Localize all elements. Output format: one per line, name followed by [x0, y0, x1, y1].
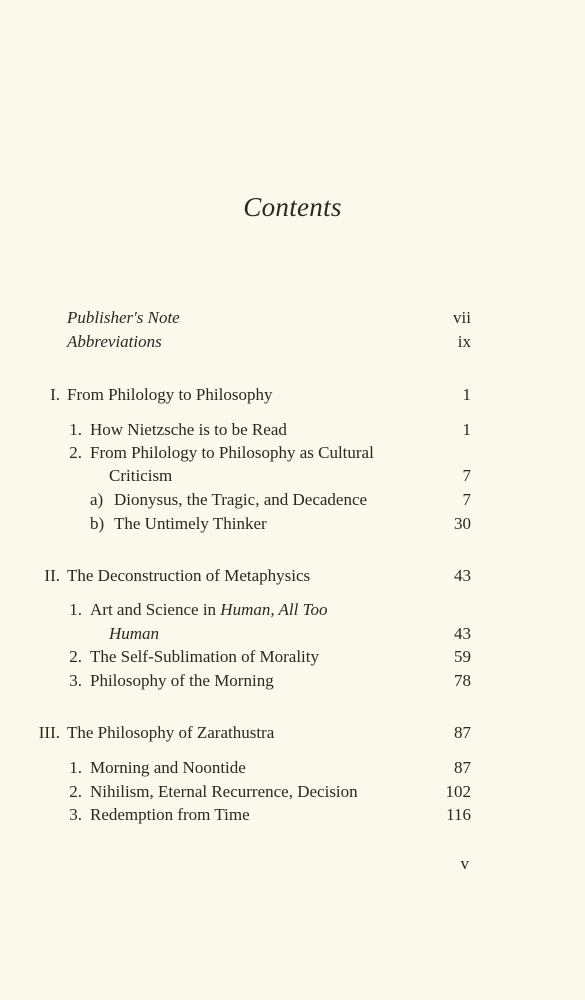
toc-entry-page: vii: [453, 308, 471, 327]
toc-entry-label: Abbreviations: [67, 332, 162, 351]
chapter-title: From Philology to Philosophy: [67, 385, 273, 404]
toc-section: [0, 645, 585, 669]
section-number: 2.: [69, 782, 82, 801]
toc-section-continued: [0, 622, 585, 646]
chapter-numeral: I.: [50, 385, 60, 404]
section-page: 43: [454, 624, 471, 643]
toc-entry-publishers-note: [0, 306, 585, 330]
toc-section-continued: [0, 464, 585, 488]
section-title: From Philology to Philosophy as Cultural: [90, 443, 374, 462]
section-number: 2.: [69, 443, 82, 462]
section-title: Criticism: [109, 466, 173, 485]
section-title-italic: Human, All Too: [220, 600, 328, 619]
toc-section: [0, 441, 585, 465]
toc-subsection: [0, 512, 585, 536]
section-number: 2.: [69, 647, 82, 666]
page-title: Contents: [243, 192, 342, 222]
subsection-letter: b): [90, 514, 105, 533]
toc-section: [0, 780, 585, 804]
toc-section: [0, 598, 585, 622]
toc-chapter-3: [0, 721, 585, 745]
section-number: 3.: [69, 805, 82, 824]
section-title: The Self-Sublimation of Morality: [90, 647, 319, 666]
subsection-page: 30: [454, 514, 471, 533]
section-title: [90, 598, 328, 622]
section-title-prefix: Art and Science in: [90, 600, 221, 619]
toc-entry-abbreviations: [0, 330, 585, 354]
section-page: 1: [462, 420, 471, 439]
toc-chapter-2: [0, 564, 585, 588]
toc-section: [0, 669, 585, 693]
section-title: How Nietzsche is to be Read: [90, 420, 287, 439]
toc-chapter-1: [0, 383, 585, 407]
subsection-title: The Untimely Thinker: [114, 514, 267, 533]
section-page: 116: [446, 805, 471, 824]
section-number: 1.: [69, 420, 82, 439]
section-page: 87: [454, 758, 471, 777]
toc-entry-label: Publisher's Note: [67, 308, 180, 327]
section-number: 1.: [69, 758, 82, 777]
toc-section: [0, 756, 585, 780]
chapter-title: The Deconstruction of Metaphysics: [67, 566, 311, 585]
section-page: 59: [454, 647, 471, 666]
section-title: Philosophy of the Morning: [90, 671, 274, 690]
chapter-page: 43: [454, 566, 471, 585]
toc-section: [0, 418, 585, 442]
chapter-page: 1: [462, 385, 471, 404]
section-title: Redemption from Time: [90, 805, 250, 824]
section-title: Nihilism, Eternal Recurrence, Decision: [90, 782, 358, 801]
chapter-title: The Philosophy of Zarathustra: [67, 723, 275, 742]
section-page: 78: [454, 671, 471, 690]
page-folio: v: [460, 854, 469, 873]
subsection-page: 7: [462, 490, 471, 509]
toc-entry-page: ix: [457, 332, 471, 351]
section-title-italic: Human: [109, 624, 160, 643]
toc-section: [0, 803, 585, 827]
subsection-letter: a): [90, 490, 104, 509]
chapter-page: 87: [454, 723, 471, 742]
section-number: 1.: [69, 600, 82, 619]
section-page: 7: [462, 466, 471, 485]
section-number: 3.: [69, 671, 82, 690]
chapter-numeral: II.: [44, 566, 60, 585]
section-page: 102: [445, 782, 471, 801]
toc-subsection: [0, 488, 585, 512]
subsection-title: Dionysus, the Tragic, and Decadence: [114, 490, 368, 509]
chapter-numeral: III.: [38, 723, 60, 742]
section-title: Morning and Noontide: [90, 758, 246, 777]
